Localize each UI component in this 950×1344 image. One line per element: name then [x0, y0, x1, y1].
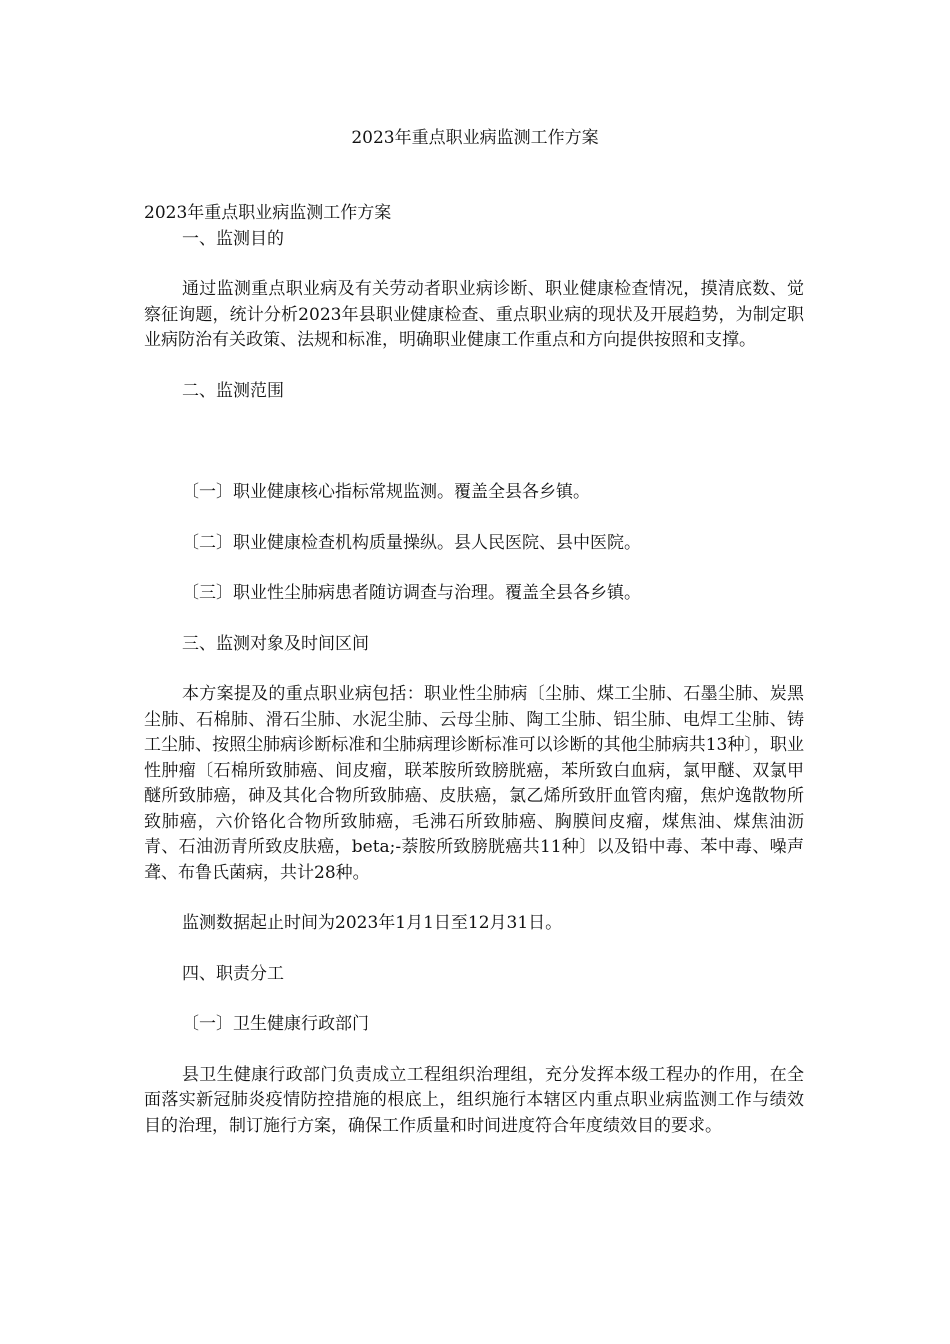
scope-item-2: 〔二〕职业健康检查机构质量操纵。县人民医院、县中医院。: [182, 532, 641, 553]
scope-item-3: 〔三〕职业性尘肺病患者随访调查与治理。覆盖全县各乡镇。: [182, 583, 641, 603]
document-title: 2023年重点职业病监测工作方案: [351, 128, 599, 148]
document-body: [144, 201, 804, 1139]
paragraph-purpose: 通过监测重点职业病及有关劳动者职业病诊断、职业健康检查情况，摸清底数、觉察征询题，统计分析2023年县职业健康检查、重点职业病的现状及开展趋势，为制定职业病防治有关政策、法规和标准，明确职业健康工作重点和方向提供按照和支撑。: [144, 279, 804, 350]
section-heading-duties: 四、职责分工: [182, 963, 284, 984]
paragraph-time-range: 监测数据起止时间为2023年1月1日至12月31日。: [182, 913, 563, 933]
document-subtitle: 2023年重点职业病监测工作方案: [144, 203, 392, 223]
scope-item-1: 〔一〕职业健康核心指标常规监测。覆盖全县各乡镇。: [182, 482, 590, 502]
subsection-heading-health-dept: 〔一〕卫生健康行政部门: [182, 1014, 369, 1034]
section-heading-scope: 二、监测范围: [182, 380, 284, 401]
section-heading-objects: 三、监测对象及时间区间: [182, 633, 369, 654]
paragraph-objects: 本方案提及的重点职业病包括：职业性尘肺病〔尘肺、煤工尘肺、石墨尘肺、炭黑尘肺、石棉肺、滑石尘肺、水泥尘肺、云母尘肺、陶工尘肺、铝尘肺、电焊工尘肺、铸工尘肺、按照尘肺病诊断标准和尘肺病理诊断标准可以诊断的其他尘肺病共13种〕，职业性肿瘤〔石棉所致肺癌、间皮瘤，联苯胺所致膀胱癌，苯所致白血病，氯甲醚、双氯甲醚所致肺癌，砷及其化合物所致肺癌、皮肤癌，氯乙烯所致肝血管肉瘤，焦炉逸散物所致肺癌，六价铬化合物所致肺癌，毛沸石所致肺癌、胸膜间皮瘤，煤焦油、煤焦油沥青、石油沥青所致皮肤癌，beta;-萘胺所致膀胱癌共11种〕以及铅中毒、苯中毒、噪声聋、布鲁氏菌病，共计28种。: [144, 684, 804, 883]
paragraph-health-dept: 县卫生健康行政部门负责成立工程组织治理组，充分发挥本级工程办的作用，在全面落实新冠肺炎疫情防控措施的根底上，组织施行本辖区内重点职业病监测工作与绩效目的治理，制订施行方案，确保工作质量和时间进度符合年度绩效目的要求。: [144, 1064, 804, 1136]
section-heading-purpose: 一、监测目的: [182, 228, 284, 249]
